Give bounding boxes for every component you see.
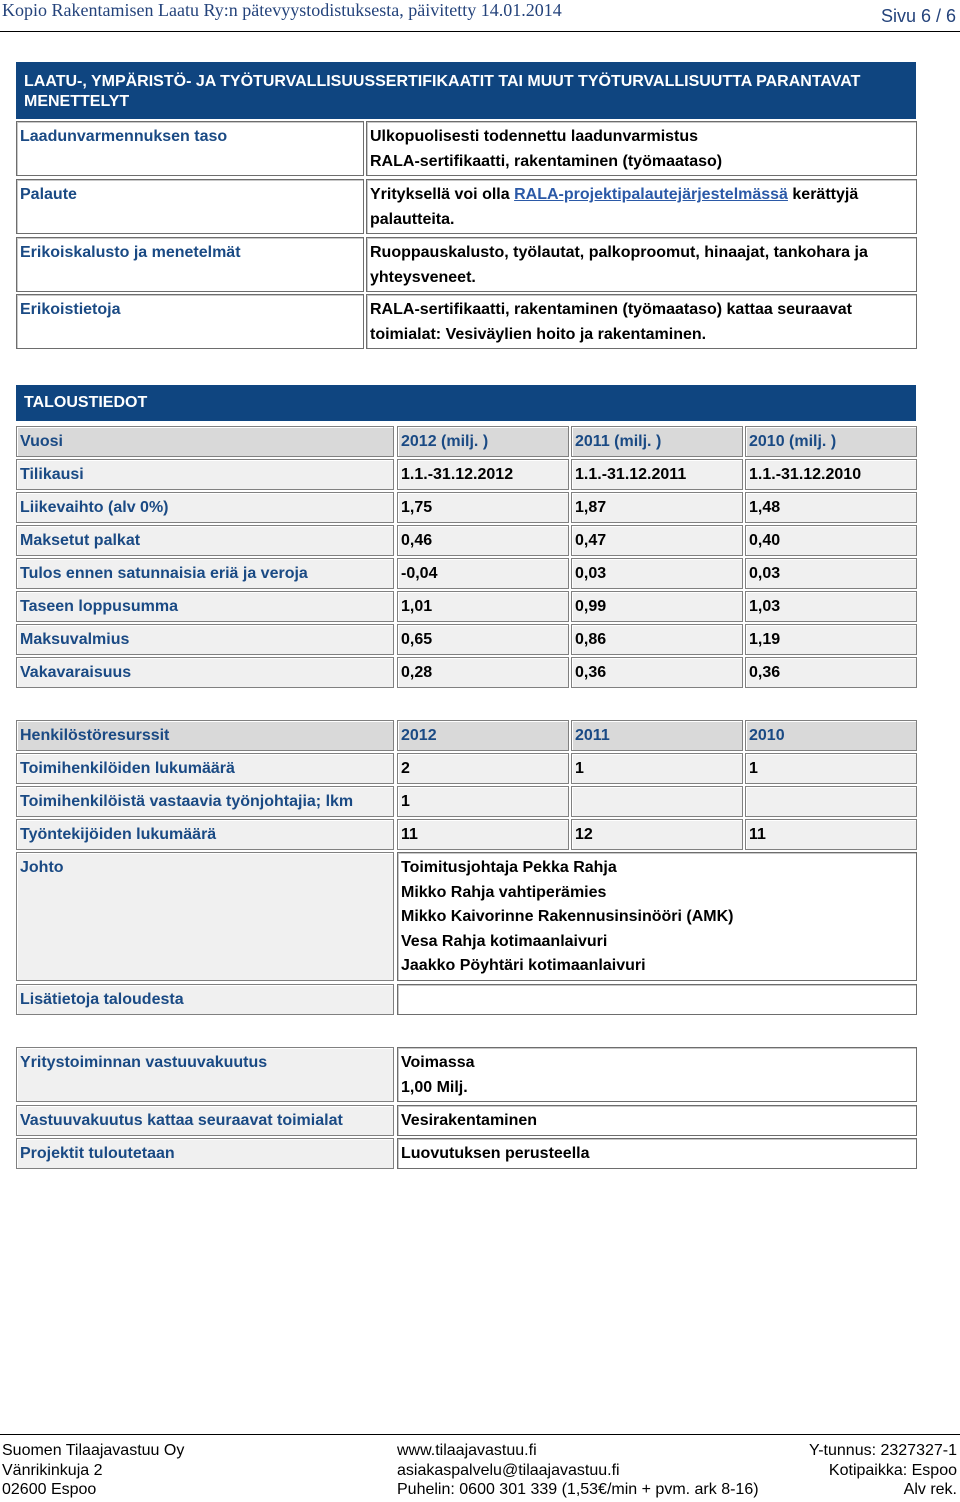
finance-label: Taseen loppusumma [16, 591, 394, 622]
certificates-section-title: LAATU-, YMPÄRISTÖ- JA TYÖTURVALLISUUSSERTIFIKAATIT TAI MUUT TYÖTURVALLISUUTTA PARANTAVAT MENETTELYT [16, 62, 916, 119]
finance-value-2011: 2011 (milj. ) [571, 426, 743, 457]
personnel-year-2012: 2012 [397, 720, 569, 751]
personnel-value-2011: 12 [571, 819, 743, 850]
page-footer [0, 1434, 960, 1498]
finance-label: Tulos ennen satunnaisia eriä ja veroja [16, 558, 394, 589]
finance-value-2011: 1.1.-31.12.2011 [571, 459, 743, 490]
management-member: Mikko Rahja vahtiperämies [401, 883, 607, 901]
finance-label: Vuosi [16, 426, 394, 457]
personnel-label: Työntekijöiden lukumäärä [16, 819, 394, 850]
finance-row [16, 591, 917, 622]
liability-insurance-amount: 1,00 Milj. [401, 1078, 468, 1096]
footer-vat: Alv rek. [903, 1481, 957, 1498]
quality-level-label: Laadunvarmennuksen taso [16, 121, 364, 176]
footer-address [2, 1441, 184, 1500]
revenue-recognition-label: Projektit tuloutetaan [16, 1138, 394, 1169]
feedback-text-post: kerättyjä palautteita. [370, 186, 859, 228]
footer-contact [397, 1441, 759, 1500]
personnel-value-2010 [745, 786, 917, 817]
management-label: Johto [16, 852, 394, 981]
finance-value-2012: -0,04 [397, 558, 569, 589]
finance-value-2011: 0,36 [571, 657, 743, 688]
finance-value-2012: 2012 (milj. ) [397, 426, 569, 457]
insurance-scope-value: Vesirakentaminen [397, 1105, 917, 1136]
footer-company: Suomen Tilaajavastuu Oy [2, 1442, 185, 1459]
management-list [397, 852, 917, 981]
footer-domicile: Kotipaikka: Espoo [828, 1461, 957, 1479]
certificate-row-quality [16, 121, 917, 176]
management-member: Mikko Kaivorinne Rakennusinsinööri (AMK) [401, 908, 734, 925]
finance-extra-info-label: Lisätietoja taloudesta [16, 984, 394, 1015]
personnel-year-2011: 2011 [571, 720, 743, 751]
finance-label: Maksetut palkat [16, 525, 394, 556]
footer-phone: Puhelin: 0600 301 339 (1,53€/min + pvm. ark 8-16) [397, 1481, 759, 1498]
finance-value-2011: 0,47 [571, 525, 743, 556]
personnel-label: Toimihenkilöistä vastaavia työnjohtajia; lkm [16, 786, 394, 817]
personnel-row [16, 753, 917, 784]
finance-section-title: TALOUSTIEDOT [16, 385, 916, 421]
feedback-text-pre: Yrityksellä voi olla [370, 186, 515, 203]
finance-value-2012: 0,28 [397, 657, 569, 688]
certificate-row-special-info [16, 294, 917, 349]
personnel-year-2010: 2010 [745, 720, 917, 751]
finance-value-2010: 1,03 [745, 591, 917, 622]
personnel-value-2011: 1 [571, 753, 743, 784]
finance-value-2011: 0,03 [571, 558, 743, 589]
personnel-header-label: Henkilöstöresurssit [16, 720, 394, 751]
finance-value-2012: 0,46 [397, 525, 569, 556]
finance-label: Tilikausi [16, 459, 394, 490]
liability-insurance-status: Voimassa [401, 1054, 475, 1071]
equipment-value: Ruoppauskalusto, työlautat, palkoproomut, hinaajat, tankohara ja yhteysveneet. [366, 237, 917, 292]
footer-business-id: Y-tunnus: 2327327-1 [809, 1442, 957, 1459]
management-row [16, 852, 917, 981]
finance-value-2010: 2010 (milj. ) [745, 426, 917, 457]
feedback-system-link[interactable]: RALA-projektipalautejärjestelmässä [514, 186, 788, 203]
finance-value-2011: 0,99 [571, 591, 743, 622]
personnel-value-2011 [571, 786, 743, 817]
revenue-recognition-value: Luovutuksen perusteella [397, 1138, 917, 1169]
finance-value-2010: 1,19 [745, 624, 917, 655]
finance-value-2011: 1,87 [571, 492, 743, 523]
finance-row [16, 624, 917, 655]
quality-level-line: Ulkopuolisesti todennettu laadunvarmistus [370, 128, 699, 145]
finance-value-2012: 0,65 [397, 624, 569, 655]
footer-postal: 02600 Espoo [2, 1481, 97, 1498]
document-title: Kopio Rakentamisen Laatu Ry:n pätevyystodistuksesta, päivitetty 14.01.2014 [2, 0, 562, 20]
finance-value-2012: 1.1.-31.12.2012 [397, 459, 569, 490]
finance-label: Maksuvalmius [16, 624, 394, 655]
finance-value-2010: 0,40 [745, 525, 917, 556]
equipment-label: Erikoiskalusto ja menetelmät [16, 237, 364, 292]
footer-website: www.tilaajavastuu.fi [397, 1442, 537, 1459]
personnel-value-2012: 2 [397, 753, 569, 784]
finance-extra-info-value [397, 984, 917, 1015]
feedback-value [366, 179, 917, 234]
liability-insurance-label: Yritystoiminnan vastuuvakuutus [16, 1047, 394, 1102]
finance-row [16, 426, 917, 457]
finance-extra-info-row [16, 984, 917, 1015]
personnel-value-2010: 11 [745, 819, 917, 850]
personnel-value-2010: 1 [745, 753, 917, 784]
personnel-row [16, 786, 917, 817]
quality-level-value [366, 121, 917, 176]
finance-row [16, 459, 917, 490]
footer-registration [809, 1441, 957, 1500]
finance-row [16, 558, 917, 589]
finance-row [16, 492, 917, 523]
finance-value-2012: 1,01 [397, 591, 569, 622]
management-member: Toimitusjohtaja Pekka Rahja [401, 859, 617, 876]
personnel-header-row [16, 720, 917, 751]
finance-value-2010: 1,48 [745, 492, 917, 523]
special-info-value: RALA-sertifikaatti, rakentaminen (työmaataso) kattaa seuraavat toimialat: Vesiväylien hoito ja rakentaminen. [366, 294, 917, 349]
insurance-row [16, 1105, 917, 1136]
liability-insurance-value [397, 1047, 917, 1102]
personnel-label: Toimihenkilöiden lukumäärä [16, 753, 394, 784]
finance-value-2012: 1,75 [397, 492, 569, 523]
insurance-row [16, 1138, 917, 1169]
quality-level-line: RALA-sertifikaatti, rakentaminen (työmaataso) [370, 152, 723, 170]
insurance-row [16, 1047, 917, 1102]
finance-row [16, 525, 917, 556]
page-number: Sivu 6 / 6 [880, 6, 956, 26]
personnel-value-2012: 1 [397, 786, 569, 817]
certificate-row-feedback [16, 179, 917, 234]
finance-value-2011: 0,86 [571, 624, 743, 655]
finance-row [16, 657, 917, 688]
management-member: Jaakko Pöyhtäri kotimaanlaivuri [401, 957, 646, 974]
personnel-value-2012: 11 [397, 819, 569, 850]
footer-street: Vänrikinkuja 2 [2, 1461, 103, 1479]
finance-label: Vakavaraisuus [16, 657, 394, 688]
certificate-row-equipment [16, 237, 917, 292]
finance-value-2010: 0,36 [745, 657, 917, 688]
finance-value-2010: 0,03 [745, 558, 917, 589]
special-info-label: Erikoistietoja [16, 294, 364, 349]
feedback-label: Palaute [16, 179, 364, 234]
footer-email: asiakaspalvelu@tilaajavastuu.fi [397, 1461, 620, 1479]
management-member: Vesa Rahja kotimaanlaivuri [401, 932, 608, 950]
insurance-scope-label: Vastuuvakuutus kattaa seuraavat toimialat [16, 1105, 394, 1136]
personnel-row [16, 819, 917, 850]
finance-label: Liikevaihto (alv 0%) [16, 492, 394, 523]
header-divider [0, 31, 960, 32]
finance-value-2010: 1.1.-31.12.2010 [745, 459, 917, 490]
